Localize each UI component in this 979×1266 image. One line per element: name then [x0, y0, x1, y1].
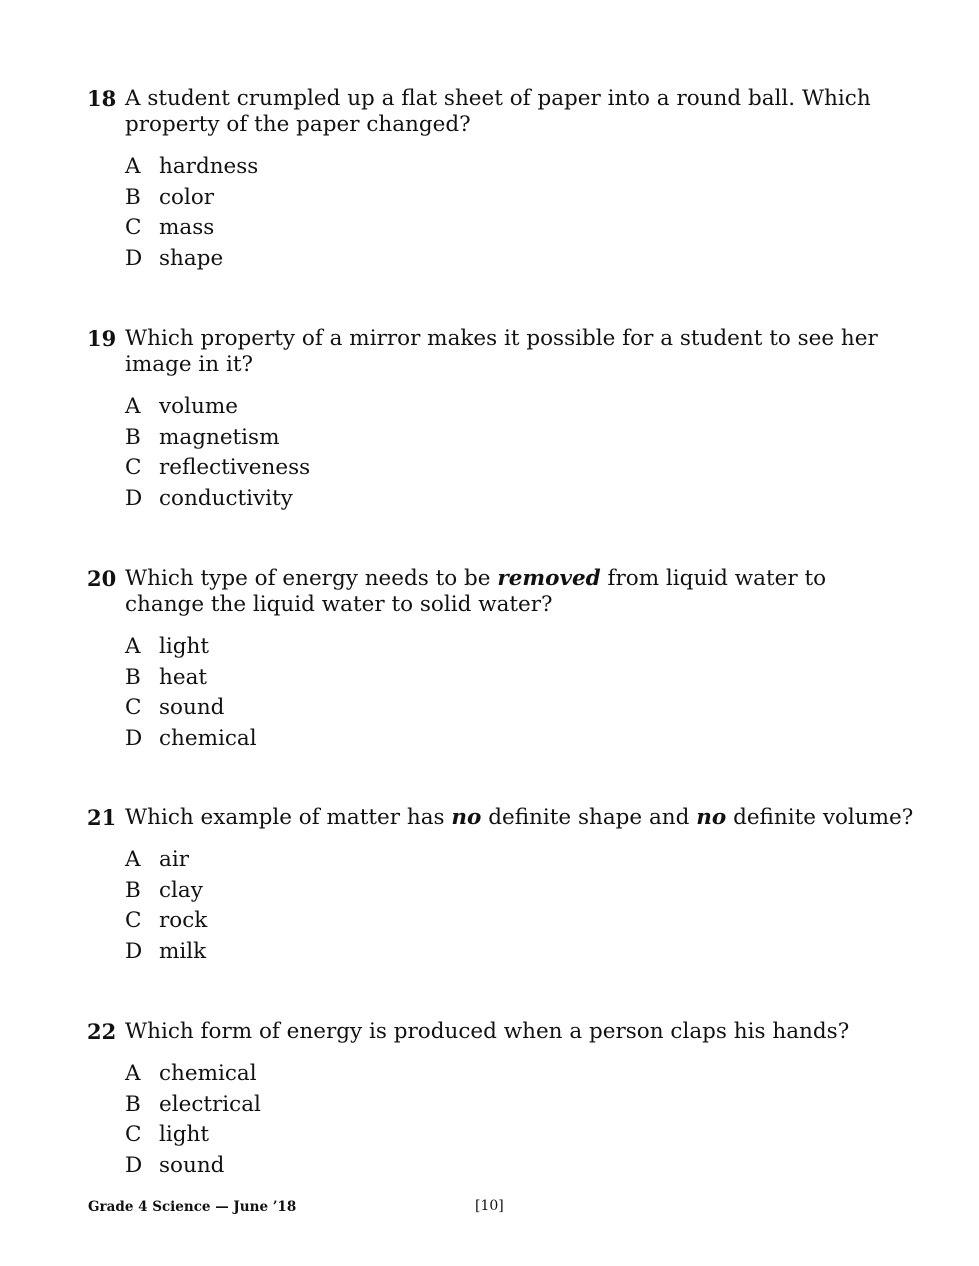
answer-options	[125, 847, 907, 969]
question-text: Which example of matter has no definite shape and no definite volume?	[125, 805, 914, 830]
option-a[interactable]: A hardness	[125, 154, 259, 179]
answer-options	[125, 634, 887, 756]
question-18	[87, 86, 887, 276]
option-a[interactable]: A air	[125, 847, 189, 872]
question-number: 22	[87, 1019, 117, 1044]
emphasis-no: no	[696, 805, 727, 830]
question-text: Which property of a mirror makes it possible for a student to see her image in it?	[125, 326, 878, 377]
option-d[interactable]: D sound	[125, 1152, 225, 1178]
option-b[interactable]: B clay	[125, 877, 203, 903]
option-a[interactable]: A chemical	[125, 1061, 257, 1086]
option-a[interactable]: A light	[125, 634, 210, 659]
emphasis-removed: removed	[497, 566, 601, 591]
option-c[interactable]: C light	[125, 1122, 210, 1147]
question-header	[87, 1019, 887, 1045]
emphasis-no: no	[451, 805, 482, 830]
option-c[interactable]: C rock	[125, 908, 208, 933]
question-number: 21	[87, 805, 117, 830]
option-c[interactable]: C sound	[125, 695, 225, 720]
option-d[interactable]: D shape	[125, 245, 224, 271]
page-number: [10]	[475, 1198, 504, 1214]
answer-options	[125, 394, 887, 516]
option-d[interactable]: D conductivity	[125, 485, 293, 511]
option-b[interactable]: B heat	[125, 664, 208, 690]
question-header	[87, 86, 887, 138]
question-20	[87, 566, 887, 756]
question-text: Which type of energy needs to be removed from liquid water to change the liquid water to solid water?	[125, 566, 827, 617]
question-21	[87, 805, 914, 969]
option-b[interactable]: B color	[125, 184, 215, 210]
question-header	[87, 805, 914, 831]
answer-options	[125, 1061, 887, 1183]
option-d[interactable]: D chemical	[125, 725, 257, 751]
answer-options	[125, 154, 887, 276]
question-header	[87, 566, 887, 618]
question-text: A student crumpled up a flat sheet of paper into a round ball. Which property of the paper changed?	[125, 86, 871, 137]
question-number: 18	[87, 86, 117, 111]
question-header	[87, 326, 887, 378]
question-22	[87, 1019, 887, 1183]
question-text: Which form of energy is produced when a person claps his hands?	[125, 1019, 850, 1044]
question-number: 19	[87, 326, 117, 351]
option-c[interactable]: C mass	[125, 215, 215, 240]
question-19	[87, 326, 887, 516]
option-b[interactable]: B magnetism	[125, 424, 280, 450]
question-number: 20	[87, 566, 117, 591]
option-a[interactable]: A volume	[125, 394, 238, 419]
option-b[interactable]: B electrical	[125, 1091, 261, 1117]
option-c[interactable]: C reflectiveness	[125, 455, 311, 480]
footer-exam-title: Grade 4 Science — June ’18	[88, 1199, 297, 1215]
option-d[interactable]: D milk	[125, 938, 207, 964]
